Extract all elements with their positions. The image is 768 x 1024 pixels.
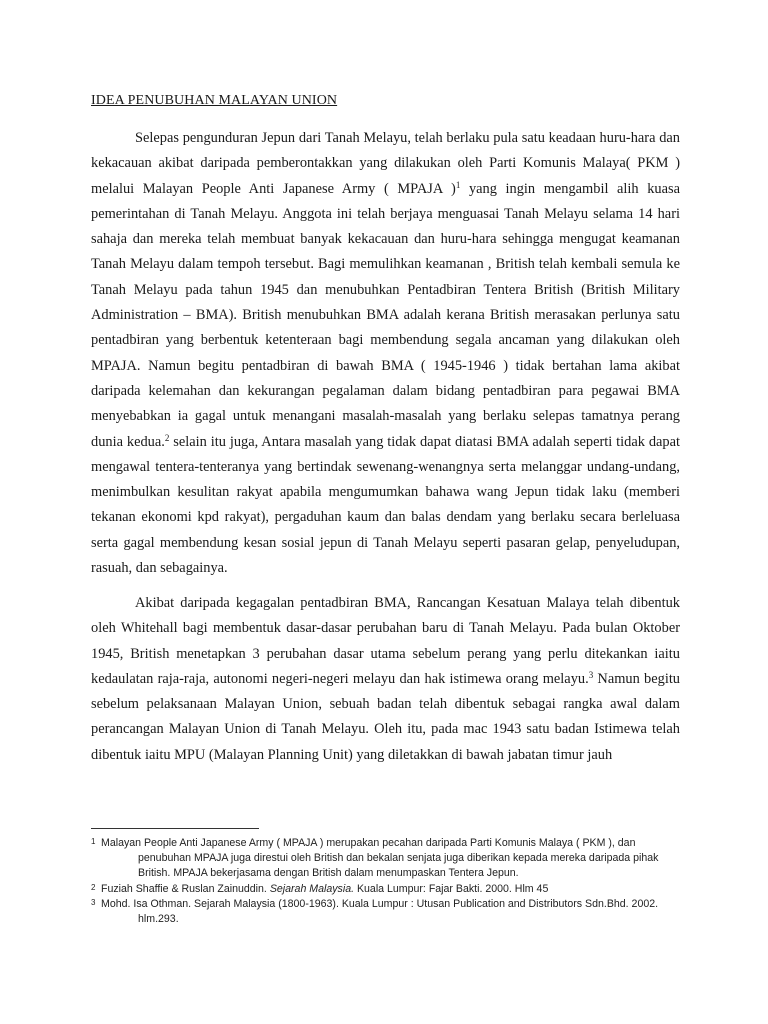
paragraph-2-text-a: Akibat daripada kegagalan pentadbiran BMA, Rancangan Kesatuan Malaya telah dibentuk oleh Whitehall bagi membentuk dasar-dasar perubahan baru di Tanah Melayu. Pada bulan Oktober 1945, British menetapkan 3 perubahan dasar utama sebelum perang yang perlu ditekankan iaitu kedaulatan raja-raja, autonomi negeri-negeri melayu dan hak istimewa orang melayu.: [91, 595, 680, 687]
paragraph-2-text-b: Namun begitu sebelum pelaksanaan Malayan Union, sebuah badan telah dibentuk sebagai rangka awal dalam perancangan Malayan Union di Tanah Melayu. Oleh itu, pada mac 1943 satu badan Istimewa telah dibentuk iaitu MPU (Malayan Planning Unit) yang diletakkan di bawah jabatan timur jauh: [91, 670, 681, 763]
footnotes: [91, 836, 691, 927]
footnote-1: [91, 836, 691, 882]
footnote-authors: Fuziah Shaffie & Ruslan Zainuddin.: [101, 882, 270, 895]
footnote-number: 3: [91, 897, 96, 907]
footnote-ref-2[interactable]: 2: [164, 432, 170, 443]
paragraph-2: [91, 591, 680, 768]
footnote-3: [91, 897, 691, 927]
paragraph-1-text-b: yang ingin mengambil alih kuasa pemerintahan di Tanah Melayu. Anggota ini telah berjaya menguasai Tanah Melayu selama 14 hari sahaja dan mereka telah membuat banyak kekacauan dan huru-hara sehingga mengugat keamanan Tanah Melayu dalam tempoh tersebut. Bagi memulihkan keamanan , British telah kembali semula ke Tanah Melayu pada tahun 1945 dan menubuhkan Pentadbiran Tentera British (British Military Administration – BMA). British menubuhkan BMA adalah kerana British merasakan perlunya satu pentadbiran yang berbentuk ketenteraan bagi membendung segala ancaman yang dilakukan oleh MPAJA. Namun begitu pentadbiran di bawah BMA ( 1945-1946 ) tidak bertahan lama akibat daripada kelemahan dan kekurangan pegalaman dalam bidang pentadbiran para pegawai BMA menyebabkan ia gagal untuk menangani masalah-masalah yang berlaku selepas tamatnya perang dunia kedua.: [91, 180, 680, 450]
footnote-text: Malayan People Anti Japanese Army ( MPAJA ) merupakan pecahan daripada Parti Komunis Malaya ( PKM ), dan penubuhan MPAJA juga direstui oleh British dan bekalan senjata juga diberikan kepada mereka daripada pihak British. MPAJA bekerjasama dengan British dalam menumpaskan Tentera Jepun.: [101, 837, 659, 880]
footnote-number: 2: [91, 882, 96, 892]
document-heading: IDEA PENUBUHAN MALAYAN UNION: [91, 93, 338, 108]
footnote-2: [91, 882, 691, 897]
paragraph-1: [91, 126, 680, 581]
paragraph-1-text-a: Selepas pengunduran Jepun dari Tanah Melayu, telah berlaku pula satu keadaan huru-hara dan kekacauan akibat daripada pemberontakkan yang dilakukan oleh Parti Komunis Malaya( PKM ) melalui Malayan People Anti Japanese Army ( MPAJA ): [91, 130, 680, 197]
footnote-number: 1: [91, 837, 96, 846]
footnote-separator: [91, 828, 259, 829]
footnote-publication: Kuala Lumpur: Fajar Bakti. 2000. Hlm 45: [354, 882, 549, 895]
footnote-ref-1[interactable]: 1: [455, 179, 461, 190]
paragraph-1-text-c: selain itu juga, Antara masalah yang tidak dapat diatasi BMA adalah seperti tidak dapat mengawal tentera-tenteranya yang bertindak sewenang-wenangnya serta melanggar undang-undang, menimbulkan kesulitan rakyat apabila mengumumkan bahawa wang Jepun tidak laku (memberi tekanan ekonomi kpd rakyat), pergaduhan kaum dan balas dendam yang berlaku secara berleluasa serta gagal membendung kesan sosial jepun di Tanah Melayu seperti pasaran gelap, penyeludupan, rasuah, dan sebagainya.: [91, 433, 680, 577]
footnote-text: Mohd. Isa Othman. Sejarah Malaysia (1800-1963). Kuala Lumpur : Utusan Publication and Distributors Sdn.Bhd. 2002. hlm.293.: [101, 897, 659, 926]
footnote-text: [101, 883, 548, 895]
footnote-book-title: Sejarah Malaysia.: [269, 882, 355, 895]
footnote-ref-3[interactable]: 3: [588, 669, 594, 680]
